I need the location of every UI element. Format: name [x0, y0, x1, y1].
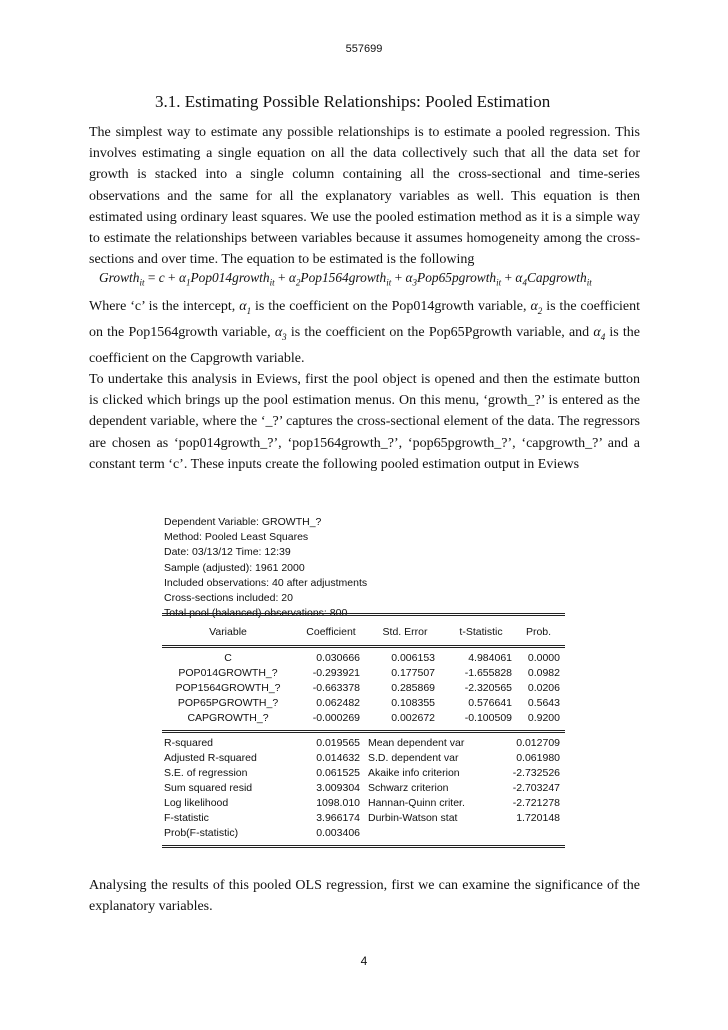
- output-metadata: [164, 515, 367, 621]
- intro-paragraph: The simplest way to estimate any possible relationships is to estimate a pooled regression. This involves estimating a single equation on all the data collectively such that all the data set for growth is stacked into a single column containing all the cross-sectional and time-series observations and the same for all the explanatory variables as well. This equation is then estimated using ordinary least squares. We use the pooled estimation method as it is a simple way to estimate the relationships between variables because it assumes homogeneity among the cross-sections and over time. The equation to be estimated is the following: [89, 125, 640, 268]
- meta-line: Method: Pooled Least Squares: [164, 531, 309, 544]
- stats-row: Adjusted R-squared 0.014632 S.D. dependent var 0.061980: [164, 752, 560, 764]
- meta-line: Cross-sections included: 20: [164, 592, 293, 605]
- table-row: CAPGROWTH_? -0.000269 0.002672 -0.100509 0.9200: [187, 712, 560, 724]
- coef-table-header: Variable Coefficient Std. Error t-Statistic Prob.: [209, 626, 552, 638]
- table-rule: [162, 613, 565, 616]
- table-row: POP65PGROWTH_? 0.062482 0.108355 0.576641 0.5643: [177, 697, 560, 709]
- table-row: C 0.030666 0.006153 4.984061 0.0000: [224, 652, 560, 664]
- stats-row: S.E. of regression 0.061525 Akaike info criterion -2.732526: [164, 767, 560, 779]
- analysis-paragraph: Analysing the results of this pooled OLS regression, first we can examine the significance of the explanatory variables.: [89, 878, 640, 915]
- page-header-id: 557699: [345, 43, 383, 55]
- coefficient-definitions-paragraph: Where ‘c’ is the intercept, $\alpha_1$ is the coefficient on the Pop014growth variable, $\alpha_2$ is the coefficient on the Pop1564growth variable, $\alpha_3$ is the coefficient on the Pop65Pgrowth variable, and $\alpha_4$ is the coefficient on the Capgrowth variable.: [89, 299, 641, 366]
- stats-row: F-statistic 3.966174 Durbin-Watson stat 1.720148: [164, 812, 560, 824]
- regression-equation: Growth$_{it}$ = $c + \alpha_1Pop014growth_{it}$ + $\alpha_2Pop1564growth_{it}$ + $\alpha_3Pop65pgrowth_{it}$ + $\alpha_4Capgrowth_{it}$: [99, 270, 592, 288]
- stats-row: Prob(F-statistic) 0.003406: [164, 827, 360, 839]
- stats-row: Sum squared resid 3.009304 Schwarz criterion -2.703247: [164, 782, 560, 794]
- stats-row: R-squared 0.019565 Mean dependent var 0.012709: [164, 737, 560, 749]
- table-rule: [162, 845, 565, 848]
- eviews-procedure-paragraph: To undertake this analysis in Eviews, first the pool object is opened and then the estimate button is clicked which brings up the pool estimation menus. On this menu, ‘growth_?’ is entered as the dependent variable, where the ‘_?’ captures the cross-sectional element of the data. The regressors are chosen as ‘pop014growth_?’, ‘pop1564growth_?’, ‘pop65pgrowth_?’, ‘capgrowth_?’ and a constant term ‘c’. These inputs create the following pooled estimation output in Eviews: [89, 372, 640, 472]
- table-row: POP1564GROWTH_? -0.663378 0.285869 -2.320565 0.0206: [175, 682, 560, 694]
- table-rule: [162, 730, 565, 733]
- table-rule: [162, 645, 565, 648]
- meta-line: Date: 03/13/12 Time: 12:39: [164, 546, 291, 559]
- table-row: POP014GROWTH_? -0.293921 0.177507 -1.655828 0.0982: [178, 667, 560, 679]
- stats-row: Log likelihood 1098.010 Hannan-Quinn criter. -2.721278: [164, 797, 560, 809]
- meta-line: Included observations: 40 after adjustments: [164, 576, 368, 589]
- page-number: 4: [360, 954, 368, 968]
- meta-line: Sample (adjusted): 1961 2000: [164, 561, 305, 574]
- meta-line: Total pool (balanced) observations: 800: [164, 607, 348, 620]
- meta-line: Dependent Variable: GROWTH_?: [164, 516, 322, 528]
- section-heading: 3.1. Estimating Possible Relationships: Pooled Estimation: [155, 92, 551, 111]
